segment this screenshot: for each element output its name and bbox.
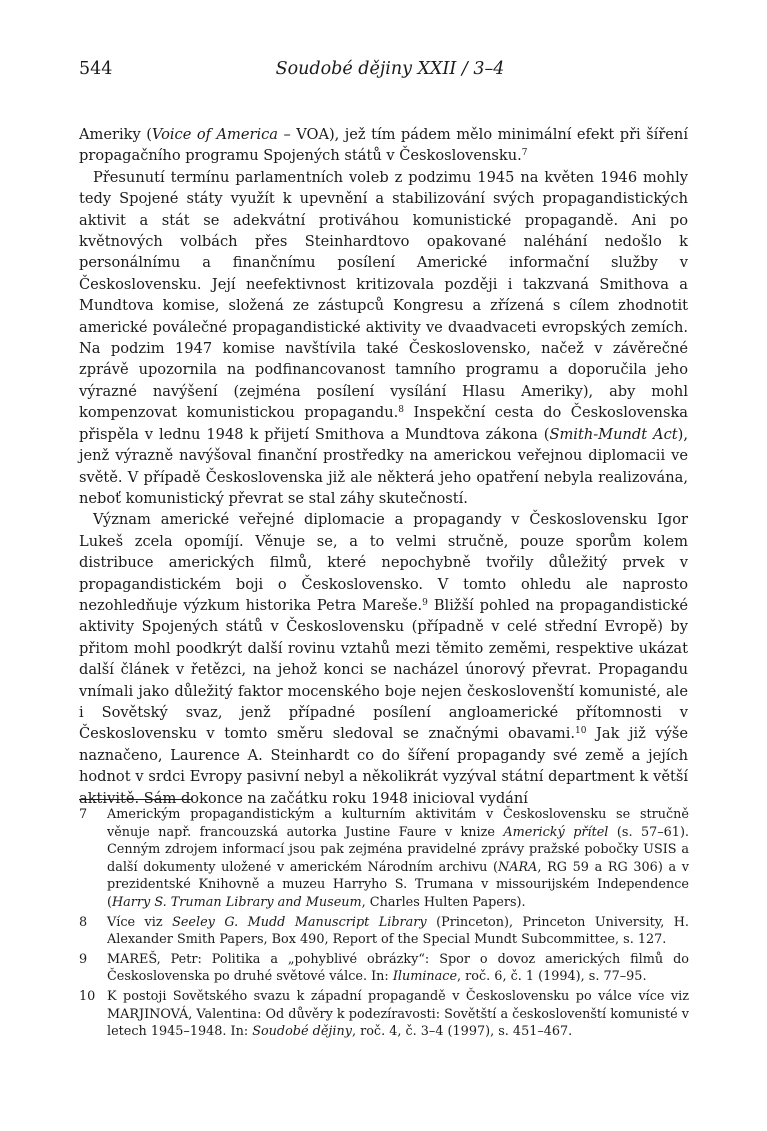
footnote-divider [79,799,193,800]
text-run: K postoji Sovětského svazu k západní propagandě v Československu po válce více viz MARJINOVÁ, Valentina: Od důvěry k podezíravosti: Sovětští a českoslovenští komunisté v letech 1945–1948. In: [107,988,689,1040]
text-run: MAREŠ, Petr: Politika a „pohyblivé obrázky“: Spor o dovoz amerických filmů do Československa po druhé světové válce. In: [107,951,689,985]
body-text [79,124,688,809]
italic-text: Soudobé dějiny [252,1024,352,1040]
text-run: (Princeton), Princeton University, H. Alexander Smith Papers, Box 490, Report of the Special Mundt Subcommittee, s. 127. [107,914,689,948]
text-run: , roč. 6, č. 1 (1994), s. 77–95. [457,969,647,985]
footnote-ref[interactable]: 9 [422,597,428,608]
italic-text: Seeley G. Mudd Manuscript Library [172,914,427,930]
footnote [79,951,689,986]
footnote-number: 8 [79,914,88,930]
footnote [79,806,689,912]
italic-text: Voice of America [151,126,278,143]
text-run: Přesunutí termínu parlamentních voleb z podzimu 1945 na květen 1946 mohly tedy Spojené státy využít k upevnění a stabilizování svých propagandistických aktivit a stát se adekvátní protiváhou komunistické propagandě. Ani po květnových volbách přes Steinhardtovo opakované naléhání nedošlo k personálnímu a finančnímu posílení Americké informační služby v Československu. Její neefektivnost kritizovala později i takzvaná Smithova a Mundtova komise, složená ze zástupců Kongresu a zřízená s cílem zhodnotit americké poválečné propagandistické aktivity ve dvaadvaceti evropských zemích. Na podzim 1947 komise navštívila také Československo, načež v závěrečné zprávě upozornila na podfinancovanost tamního programu a doporučila jeho výrazné navýšení (zejména posílení vysílání Hlasu Ameriky), aby mohl kompenzovat komunistickou propagandu. [79,168,688,422]
text-run: , Charles Hulten Papers). [361,894,526,910]
page-number: 544 [79,59,113,79]
italic-text: NARA [498,859,538,875]
text-run: Americkým propagandistickým a kulturním aktivitám v Československu se stručně věnuje např. francouzská autorka Justine Faure v knize [107,807,689,840]
text-run: ), jenž výrazně navýšoval finanční prostředky na americkou veřejnou diplomacii ve světě. V případě Československa již ale některá jeho opatření nebyla realizována, neboť komunistický převrat se stal záhy skutečností. [79,425,688,507]
text-run: Ameriky ( [79,126,152,143]
paragraph [79,167,688,510]
footnote-ref[interactable]: 7 [521,148,528,159]
footnote-ref[interactable]: 8 [398,405,405,416]
footnote-number: 7 [79,807,88,822]
italic-text: Iluminace [392,969,458,985]
italic-text: Smith-Mundt Act [549,425,678,443]
italic-text: Harry S. Truman Library and Museum [112,894,362,910]
footnote-ref[interactable]: 10 [575,726,587,737]
italic-text: Americký přítel [503,824,609,840]
text-run: , roč. 4, č. 3–4 (1997), s. 451–467. [351,1024,573,1040]
text-run: – VOA), jež tím pádem mělo minimální efekt při šíření propagačního programu Spojených států v Československu. [79,126,688,165]
paragraph [79,509,688,809]
text-run: Inspekční cesta do Československa přispěla v lednu 1948 k přijetí Smithova a Mundtova zákona ( [79,404,688,443]
footnote-number: 10 [79,988,96,1004]
footnote-number: 9 [79,951,88,967]
paragraph [79,124,688,167]
text-run: Bližší pohled na propagandistické aktivity Spojených států v Československu (případně v celé střední Evropě) by přitom mohl poodkrýt další rovinu vztahů mezi těmito zeměmi, respektive ukázat další článek v řetězci, na jehož konci se nacházel únorový převrat. Propagandu vnímali jako důležitý faktor mocenského boje nejen českoslovenští komunisté, ale i Sovětský svaz, jenž případné posílení angloamerické přítomnosti v Československu v tomto směru sledoval se značnými obavami. [79,596,688,743]
text-run: Více viz [107,914,173,930]
running-header: Soudobé dějiny XXII / 3–4 [275,59,505,79]
footnote [79,914,689,949]
text-run: , RG 59 a RG 306) a v prezidentské Knihovně a muzeu Harryho S. Trumana v missourijském Independence ( [107,859,690,910]
text-run: (s. 57–61). Cenným zdrojem informací jsou pak zejména pravidelné zprávy pražské pobočky USIS a další dokumenty uložené v americkém Národním archivu ( [107,824,690,875]
footnotes [79,806,689,1043]
text-run: Jak již výše naznačeno, Laurence A. Steinhardt co do šíření propagandy své země a jejích hodnot v srdci Evropy pasivní nebyl a několikrát vyzýval státní department k větší aktivitě. Sám dokonce na začátku roku 1948 inicioval vydání [79,725,688,807]
text-run: Význam americké veřejné diplomacie a propagandy v Československu Igor Lukeš zcela opomíjí. Věnuje se, a to velmi stručně, pouze sporům kolem distribuce amerických filmů, které nepochybně tvořily důležitý prvek v propagandistickém boji o Československo. V tomto ohledu ale naprosto nezohledňuje výzkum historika Petra Mareše. [79,511,688,614]
footnote [79,988,689,1041]
